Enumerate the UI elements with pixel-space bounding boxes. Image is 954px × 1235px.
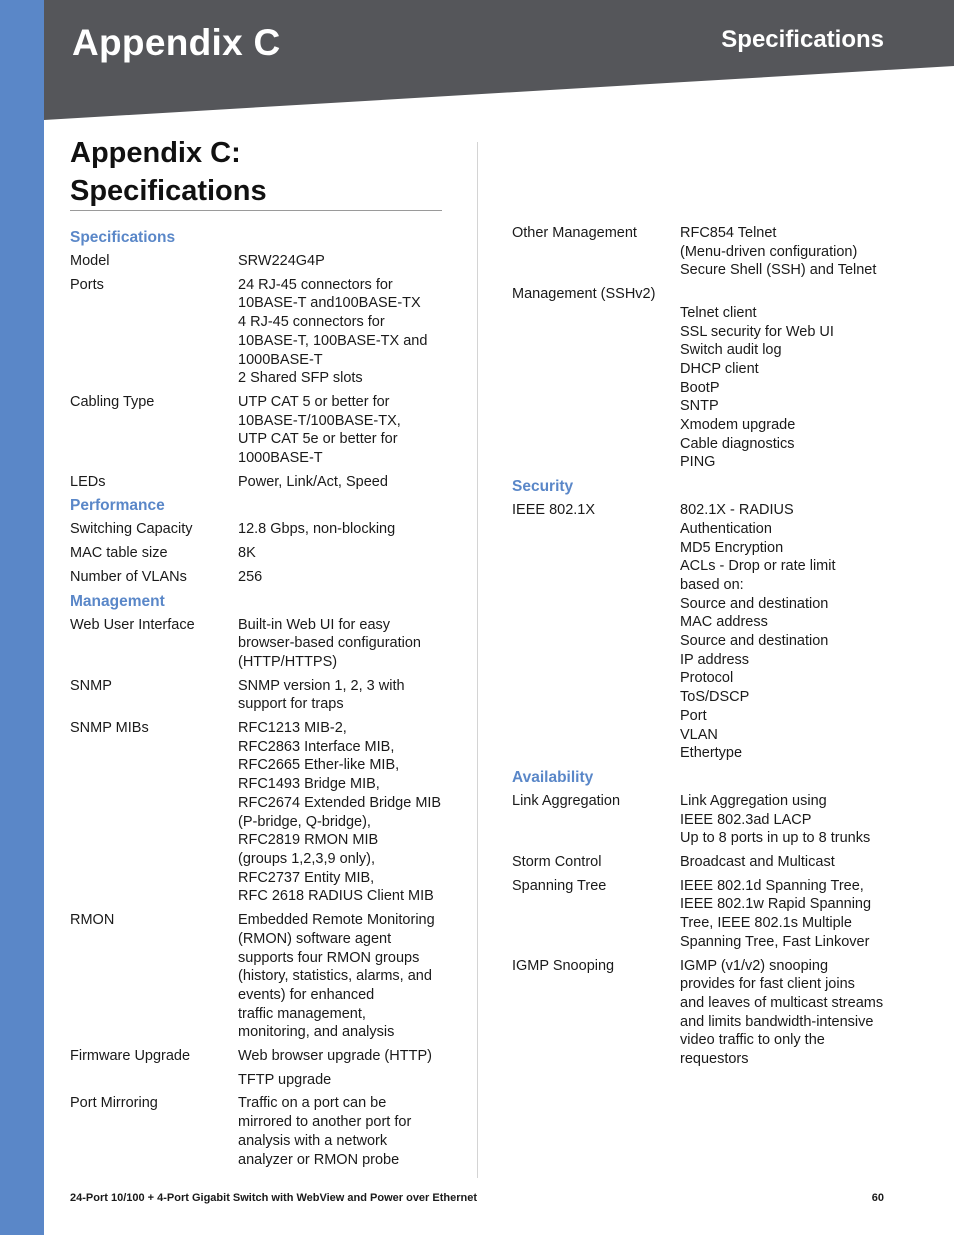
footer-page-number: 60 bbox=[871, 1192, 884, 1204]
spec-row bbox=[70, 520, 450, 539]
spec-label: SNMP bbox=[70, 677, 112, 694]
spec-label: Number of VLANs bbox=[70, 568, 187, 585]
spec-label: RMON bbox=[70, 912, 115, 929]
spec-label: Other Management bbox=[512, 225, 637, 241]
spec-value: Power, Link/Act, Speed bbox=[238, 473, 388, 490]
spec-label: LEDs bbox=[70, 473, 106, 490]
spec-row bbox=[70, 1071, 450, 1090]
right-spec-column bbox=[512, 224, 892, 1074]
spec-label: Firmware Upgrade bbox=[70, 1048, 191, 1065]
spec-row bbox=[70, 911, 450, 1042]
section-heading: Performance bbox=[70, 497, 165, 515]
spec-value: 8K bbox=[238, 545, 256, 562]
spec-row bbox=[512, 853, 892, 872]
spec-label: IGMP Snooping bbox=[512, 957, 615, 974]
spec-value: Telnet client SSL security for Web UI Switch audit log DHCP client BootP SNTP Xmodem upgrade Cable diagnostics PING bbox=[680, 304, 834, 471]
spec-label bbox=[70, 1071, 238, 1090]
appendix-label: Appendix C bbox=[72, 22, 281, 63]
spec-value: Embedded Remote Monitoring (RMON) software agent supports four RMON groups (history, statistics, alarms, and events) for enhanced traffic management, monitoring, and analysis bbox=[238, 912, 435, 1041]
spec-section bbox=[512, 477, 892, 763]
spec-section bbox=[512, 768, 892, 1069]
section-label: Specifications bbox=[721, 26, 884, 53]
spec-value: TFTP upgrade bbox=[238, 1071, 332, 1088]
spec-row bbox=[512, 877, 892, 952]
spec-row bbox=[70, 473, 450, 492]
spec-section bbox=[512, 224, 892, 472]
spec-section bbox=[70, 496, 450, 586]
spec-row bbox=[512, 957, 892, 1069]
spec-value: SNMP version 1, 2, 3 with support for traps bbox=[238, 677, 405, 713]
spec-value: 24 RJ-45 connectors for 10BASE-T and100BASE-TX 4 RJ-45 connectors for 10BASE-T, 100BASE-TX and 1000BASE-T 2 Shared SFP slots bbox=[238, 276, 428, 387]
spec-value: IEEE 802.1d Spanning Tree, IEEE 802.1w Rapid Spanning Tree, IEEE 802.1s Multiple Spanning Tree, Fast Linkover bbox=[680, 877, 872, 950]
spec-label: SNMP MIBs bbox=[70, 720, 149, 737]
spec-value: RFC1213 MIB-2, RFC2863 Interface MIB, RFC2665 Ether-like MIB, RFC1493 Bridge MIB, RFC2674 Extended Bridge MIB (P-bridge, Q-bridge), RFC2819 RMON MIB (groups 1,2,3,9 only), RFC2737 Entity MIB, RFC 2618 RADIUS Client MIB bbox=[238, 720, 442, 905]
spec-label: Model bbox=[70, 253, 110, 269]
spec-value: Built-in Web UI for easy browser-based configuration (HTTP/HTTPS) bbox=[238, 616, 421, 670]
spec-row bbox=[70, 1094, 450, 1169]
spec-value: IGMP (v1/v2) snooping provides for fast client joins and leaves of multicast streams and limits bandwidth-intensive video traffic to only the requestors bbox=[680, 957, 884, 1068]
spec-value: Traffic on a port can be mirrored to another port for analysis with a network analyzer or RMON probe bbox=[238, 1095, 412, 1168]
spec-section bbox=[70, 592, 450, 1170]
spec-value: 12.8 Gbps, non-blocking bbox=[238, 521, 396, 538]
spec-label: Cabling Type bbox=[70, 393, 155, 410]
spec-row bbox=[70, 544, 450, 563]
spec-value: RFC854 Telnet (Menu-driven configuration) Secure Shell (SSH) and Telnet bbox=[680, 225, 877, 279]
spec-label: Storm Control bbox=[512, 854, 602, 871]
spec-value: Link Aggregation using IEEE 802.3ad LACP Up to 8 ports in up to 8 trunks bbox=[680, 792, 871, 847]
spec-label: Management (SSHv2) bbox=[512, 286, 656, 303]
page-title: Appendix C: Specifications bbox=[70, 137, 267, 207]
spec-label: Switching Capacity bbox=[70, 521, 193, 538]
title-rule bbox=[70, 210, 442, 211]
spec-value: UTP CAT 5 or better for 10BASE-T/100BASE-TX, UTP CAT 5e or better for 1000BASE-T bbox=[238, 393, 401, 467]
spec-row bbox=[512, 501, 892, 763]
spec-row bbox=[70, 719, 450, 906]
spec-label: Ports bbox=[70, 276, 104, 293]
spec-row bbox=[70, 1047, 450, 1066]
spec-value: 802.1X - RADIUS Authentication MD5 Encryption ACLs - Drop or rate limit based on: Source and destination MAC address Source and destination IP address Protocol ToS/DSCP Port VLAN Ethertype bbox=[680, 502, 836, 762]
spec-label: Spanning Tree bbox=[512, 877, 607, 894]
spec-label: Link Aggregation bbox=[512, 792, 621, 809]
spec-value: 256 bbox=[238, 568, 263, 585]
spec-row bbox=[70, 677, 450, 714]
footer-product-title: 24-Port 10/100 + 4-Port Gigabit Switch with WebView and Power over Ethernet bbox=[70, 1192, 478, 1204]
spec-label: IEEE 802.1X bbox=[512, 502, 596, 519]
spec-row bbox=[70, 252, 450, 271]
spec-label: Port Mirroring bbox=[70, 1095, 158, 1112]
section-heading: Management bbox=[70, 592, 165, 610]
spec-row bbox=[70, 616, 450, 672]
spec-label: Web User Interface bbox=[70, 616, 195, 633]
column-divider bbox=[477, 142, 478, 1178]
left-accent-bar bbox=[0, 0, 44, 1235]
section-heading: Availability bbox=[512, 768, 594, 786]
section-heading: Specifications bbox=[70, 229, 176, 246]
spec-row bbox=[70, 393, 450, 468]
spec-row bbox=[512, 285, 892, 472]
spec-row bbox=[512, 792, 892, 848]
spec-row bbox=[70, 276, 450, 388]
spec-value: Web browser upgrade (HTTP) bbox=[238, 1048, 432, 1065]
spec-label: MAC table size bbox=[70, 545, 168, 562]
spec-section bbox=[70, 228, 450, 491]
section-heading: Security bbox=[512, 478, 574, 496]
left-spec-column bbox=[70, 226, 450, 1174]
spec-row bbox=[512, 224, 892, 280]
spec-value: Broadcast and Multicast bbox=[680, 854, 835, 871]
spec-row bbox=[70, 568, 450, 587]
spec-value: SRW224G4P bbox=[238, 253, 325, 269]
